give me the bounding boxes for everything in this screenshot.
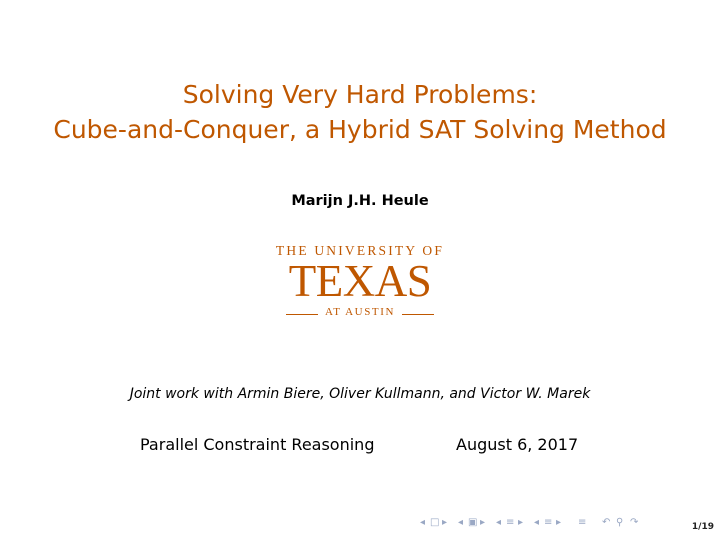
logo-main-text: TEXAS [288, 256, 432, 306]
beamer-navigation [420, 517, 680, 533]
nav-next-presentation-icon[interactable]: ▸ [556, 517, 562, 528]
page-number: 1/19 [691, 522, 714, 532]
nav-appendix-icon[interactable]: ≡ [578, 517, 587, 528]
event-date: August 6, 2017 [456, 435, 579, 454]
author-name: Marijn J.H. Heule [291, 193, 429, 209]
nav-section-icon[interactable]: ≡ [506, 517, 515, 528]
nav-presentation-icon[interactable]: ≡ [544, 517, 553, 528]
nav-prev-frame-icon[interactable]: ◂ [420, 517, 426, 528]
nav-back-icon[interactable]: ↶ [602, 517, 611, 528]
slide-title-line-1: Solving Very Hard Problems: [182, 80, 538, 109]
logo-top-text: THE UNIVERSITY OF [275, 243, 445, 258]
nav-prev-subsection-icon[interactable]: ◂ [458, 517, 464, 528]
nav-frame-icon[interactable]: □ [430, 517, 440, 528]
nav-prev-section-icon[interactable]: ◂ [496, 517, 502, 528]
nav-next-frame-icon[interactable]: ▸ [442, 517, 448, 528]
slide-title-line-2: Cube-and-Conquer, a Hybrid SAT Solving Method [53, 115, 667, 144]
venue-name: Parallel Constraint Reasoning [140, 435, 375, 454]
logo-bottom [270, 306, 450, 322]
ut-austin-logo [270, 243, 450, 323]
nav-next-section-icon[interactable]: ▸ [518, 517, 524, 528]
logo-bottom-text: AT AUSTIN [324, 306, 396, 318]
nav-prev-presentation-icon[interactable]: ◂ [534, 517, 540, 528]
nav-subsection-icon[interactable]: ▣ [468, 517, 478, 528]
joint-work-note: Joint work with Armin Biere, Oliver Kullmann, and Victor W. Marek [129, 386, 591, 402]
logo-rule-right [402, 314, 434, 315]
nav-search-icon[interactable]: ⚲ [616, 517, 624, 528]
nav-next-subsection-icon[interactable]: ▸ [480, 517, 486, 528]
nav-forward-icon[interactable]: ↷ [630, 517, 639, 528]
